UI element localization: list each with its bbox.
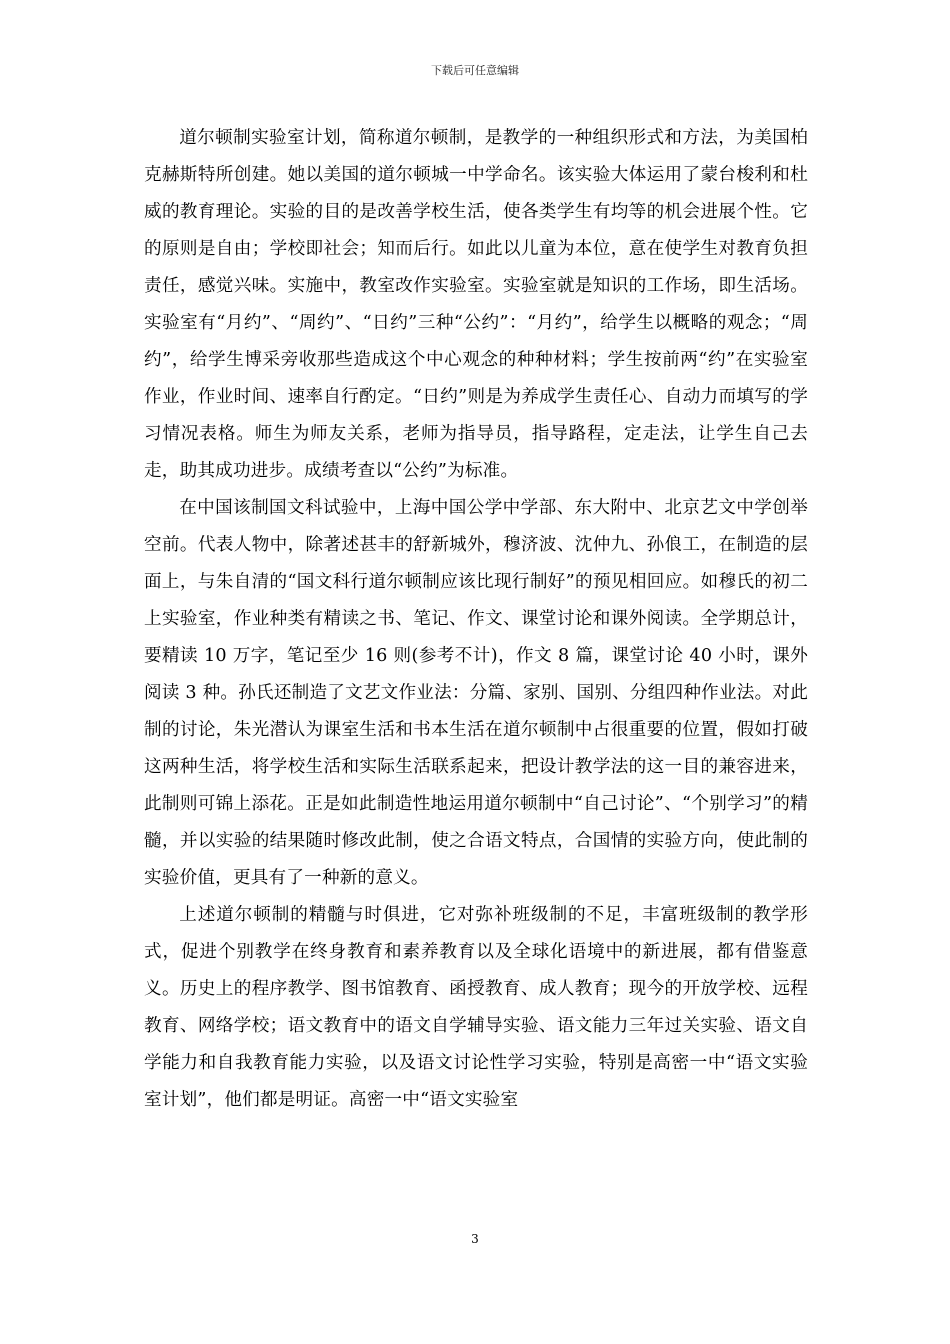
page-header: 下载后可任意编辑 [431, 64, 519, 77]
document-body [144, 120, 808, 1119]
paragraph-1: 道尔顿制实验室计划，简称道尔顿制，是教学的一种组织形式和方法，为美国柏克赫斯特所创建。她以美国的道尔顿城一中学命名。该实验大体运用了蒙台梭利和杜威的教育理论。实验的目的是改善学校生活，使各类学生有均等的机会进展个性。它的原则是自由；学校即社会；知而后行。如此以儿童为本位，意在使学生对教育负担责任，感觉兴味。实施中，教室改作实验室。实验室就是知识的工作场，即生活场。实验室有“月约”、“周约”、“日约”三种“公约”：“月约”，给学生以概略的观念；“周约”，给学生博采旁收那些造成这个中心观念的种种材料；学生按前两“约”在实验室作业，作业时间、速率自行酌定。“日约”则是为养成学生责任心、自动力而填写的学习情况表格。师生为师友关系，老师为指导员，指导路程，定走法，让学生自己去走，助其成功进步。成绩考查以“公约”为标准。 [144, 128, 808, 481]
page-number: 3 [471, 1232, 479, 1246]
paragraph-3: 上述道尔顿制的精髓与时俱进，它对弥补班级制的不足，丰富班级制的教学形式，促进个别教学在终身教育和素养教育以及全球化语境中的新进展，都有借鉴意义。历史上的程序教学、图书馆教育、函授教育、成人教育；现今的开放学校、远程教育、网络学校；语文教育中的语文自学辅导实验、语文能力三年过关实验、语文自学能力和自我教育能力实验，以及语文讨论性学习实验，特别是高密一中“语文实验室计划”，他们都是明证。高密一中“语文实验室 [144, 905, 808, 1110]
paragraph-2: 在中国该制国文科试验中，上海中国公学中学部、东大附中、北京艺文中学创举空前。代表人物中，除著述甚丰的舒新城外，穆济波、沈仲九、孙俍工，在制造的层面上，与朱自清的“国文科行道尔顿制应该比现行制好”的预见相回应。如穆氏的初二上实验室，作业种类有精读之书、笔记、作文、课堂讨论和课外阅读。全学期总计，要精读 10 万字，笔记至少 16 则(参考不计)，作文 8 篇，课堂讨论 40 小时，课外阅读 3 种。孙氏还制造了文艺文作业法：分篇、家别、国别、分组四种作业法。对此制的讨论，朱光潜认为课室生活和书本生活在道尔顿制中占很重要的位置，假如打破这两种生活，将学校生活和实际生活联系起来，把设计教学法的这一目的兼容进来，此制则可锦上添花。正是如此制造性地运用道尔顿制中“自己讨论”、“个别学习”的精髓，并以实验的结果随时修改此制，使之合语文特点，合国情的实验方向，使此制的实验价值，更具有了一种新的意义。 [144, 498, 808, 888]
